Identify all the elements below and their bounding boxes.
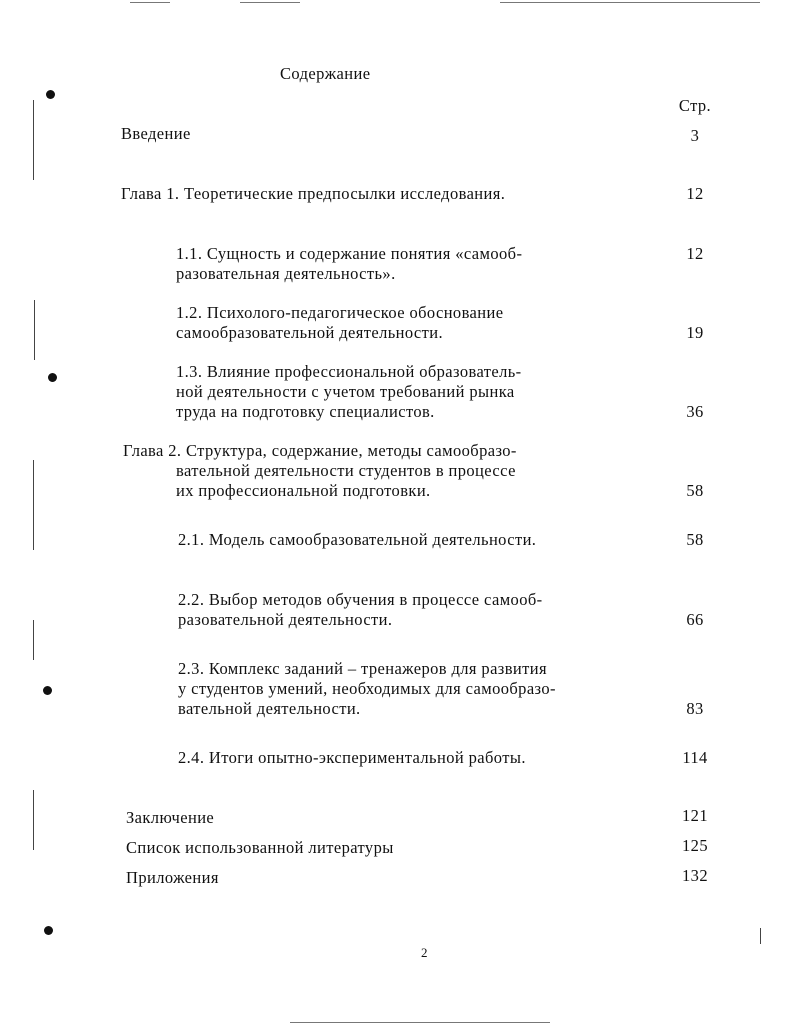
toc-section-2-1-page: 58	[686, 530, 704, 549]
toc-section-2-2-page: 66	[686, 610, 704, 629]
toc-chapter-1-page: 12	[686, 184, 704, 203]
toc-title: Содержание	[280, 64, 371, 83]
scan-top-dash	[240, 2, 300, 3]
toc-section-2-3-line3: вательной деятельности.	[178, 699, 361, 718]
toc-conclusion: Заключение	[126, 808, 215, 827]
toc-intro-page: 3	[690, 126, 700, 145]
toc-section-2-2-line1: 2.2. Выбор методов обучения в процессе самооб-	[178, 590, 543, 609]
toc-chapter-2-line1: Глава 2. Структура, содержание, методы самообразо-	[123, 441, 517, 460]
toc-conclusion-page: 121	[682, 806, 708, 825]
toc-section-2-1: 2.1. Модель самообразовательной деятельности.	[178, 530, 537, 549]
binder-hole-2	[48, 373, 57, 382]
toc-section-2-3-line2: у студентов умений, необходимых для самообразо-	[178, 679, 556, 698]
toc-section-1-3-line3: труда на подготовку специалистов.	[176, 402, 435, 421]
toc-section-1-1-page: 12	[686, 244, 704, 263]
toc-section-2-3-line1: 2.3. Комплекс заданий – тренажеров для развития	[178, 659, 547, 678]
scan-edge-line	[33, 620, 34, 660]
toc-chapter-2-line3: их профессиональной подготовки.	[176, 481, 431, 500]
toc-section-2-3-page: 83	[686, 699, 704, 718]
toc-section-1-2-line2: самообразовательной деятельности.	[176, 323, 444, 342]
toc-section-2-4: 2.4. Итоги опытно-экспериментальной работы.	[178, 748, 526, 767]
scan-edge-line	[33, 460, 34, 550]
toc-section-1-3-page: 36	[686, 402, 704, 421]
scan-top-dash	[500, 2, 760, 3]
toc-references: Список использованной литературы	[126, 838, 394, 857]
toc-references-page: 125	[682, 836, 708, 855]
toc-appendices: Приложения	[126, 868, 219, 887]
binder-hole-3	[43, 686, 52, 695]
toc-chapter-2-page: 58	[686, 481, 704, 500]
toc-section-1-1-line2: разовательная деятельность».	[176, 264, 396, 283]
toc-section-1-1-line1: 1.1. Сущность и содержание понятия «самооб-	[176, 244, 523, 263]
scan-edge-line	[760, 928, 761, 944]
scan-edge-line	[33, 790, 34, 850]
binder-hole-4	[44, 926, 53, 935]
scan-edge-line	[33, 100, 34, 180]
toc-chapter-1: Глава 1. Теоретические предпосылки исследования.	[121, 184, 506, 203]
toc-appendices-page: 132	[682, 866, 708, 885]
toc-chapter-2-line2: вательной деятельности студентов в процессе	[176, 461, 516, 480]
scan-edge-line	[34, 300, 35, 360]
toc-section-2-4-page: 114	[682, 748, 708, 767]
toc-section-1-2-line1: 1.2. Психолого-педагогическое обоснование	[176, 303, 504, 322]
page-number: 2	[421, 945, 428, 960]
toc-section-1-3-line1: 1.3. Влияние профессиональной образователь-	[176, 362, 522, 381]
scan-bottom-dash	[290, 1022, 550, 1023]
toc-section-2-2-line2: разовательной деятельности.	[178, 610, 393, 629]
scan-top-dash	[130, 2, 170, 3]
toc-section-1-2-page: 19	[686, 323, 704, 342]
toc-intro: Введение	[121, 124, 191, 143]
binder-hole-1	[46, 90, 55, 99]
toc-section-1-3-line2: ной деятельности с учетом требований рынка	[176, 382, 515, 401]
page-column-header: Стр.	[678, 96, 712, 115]
